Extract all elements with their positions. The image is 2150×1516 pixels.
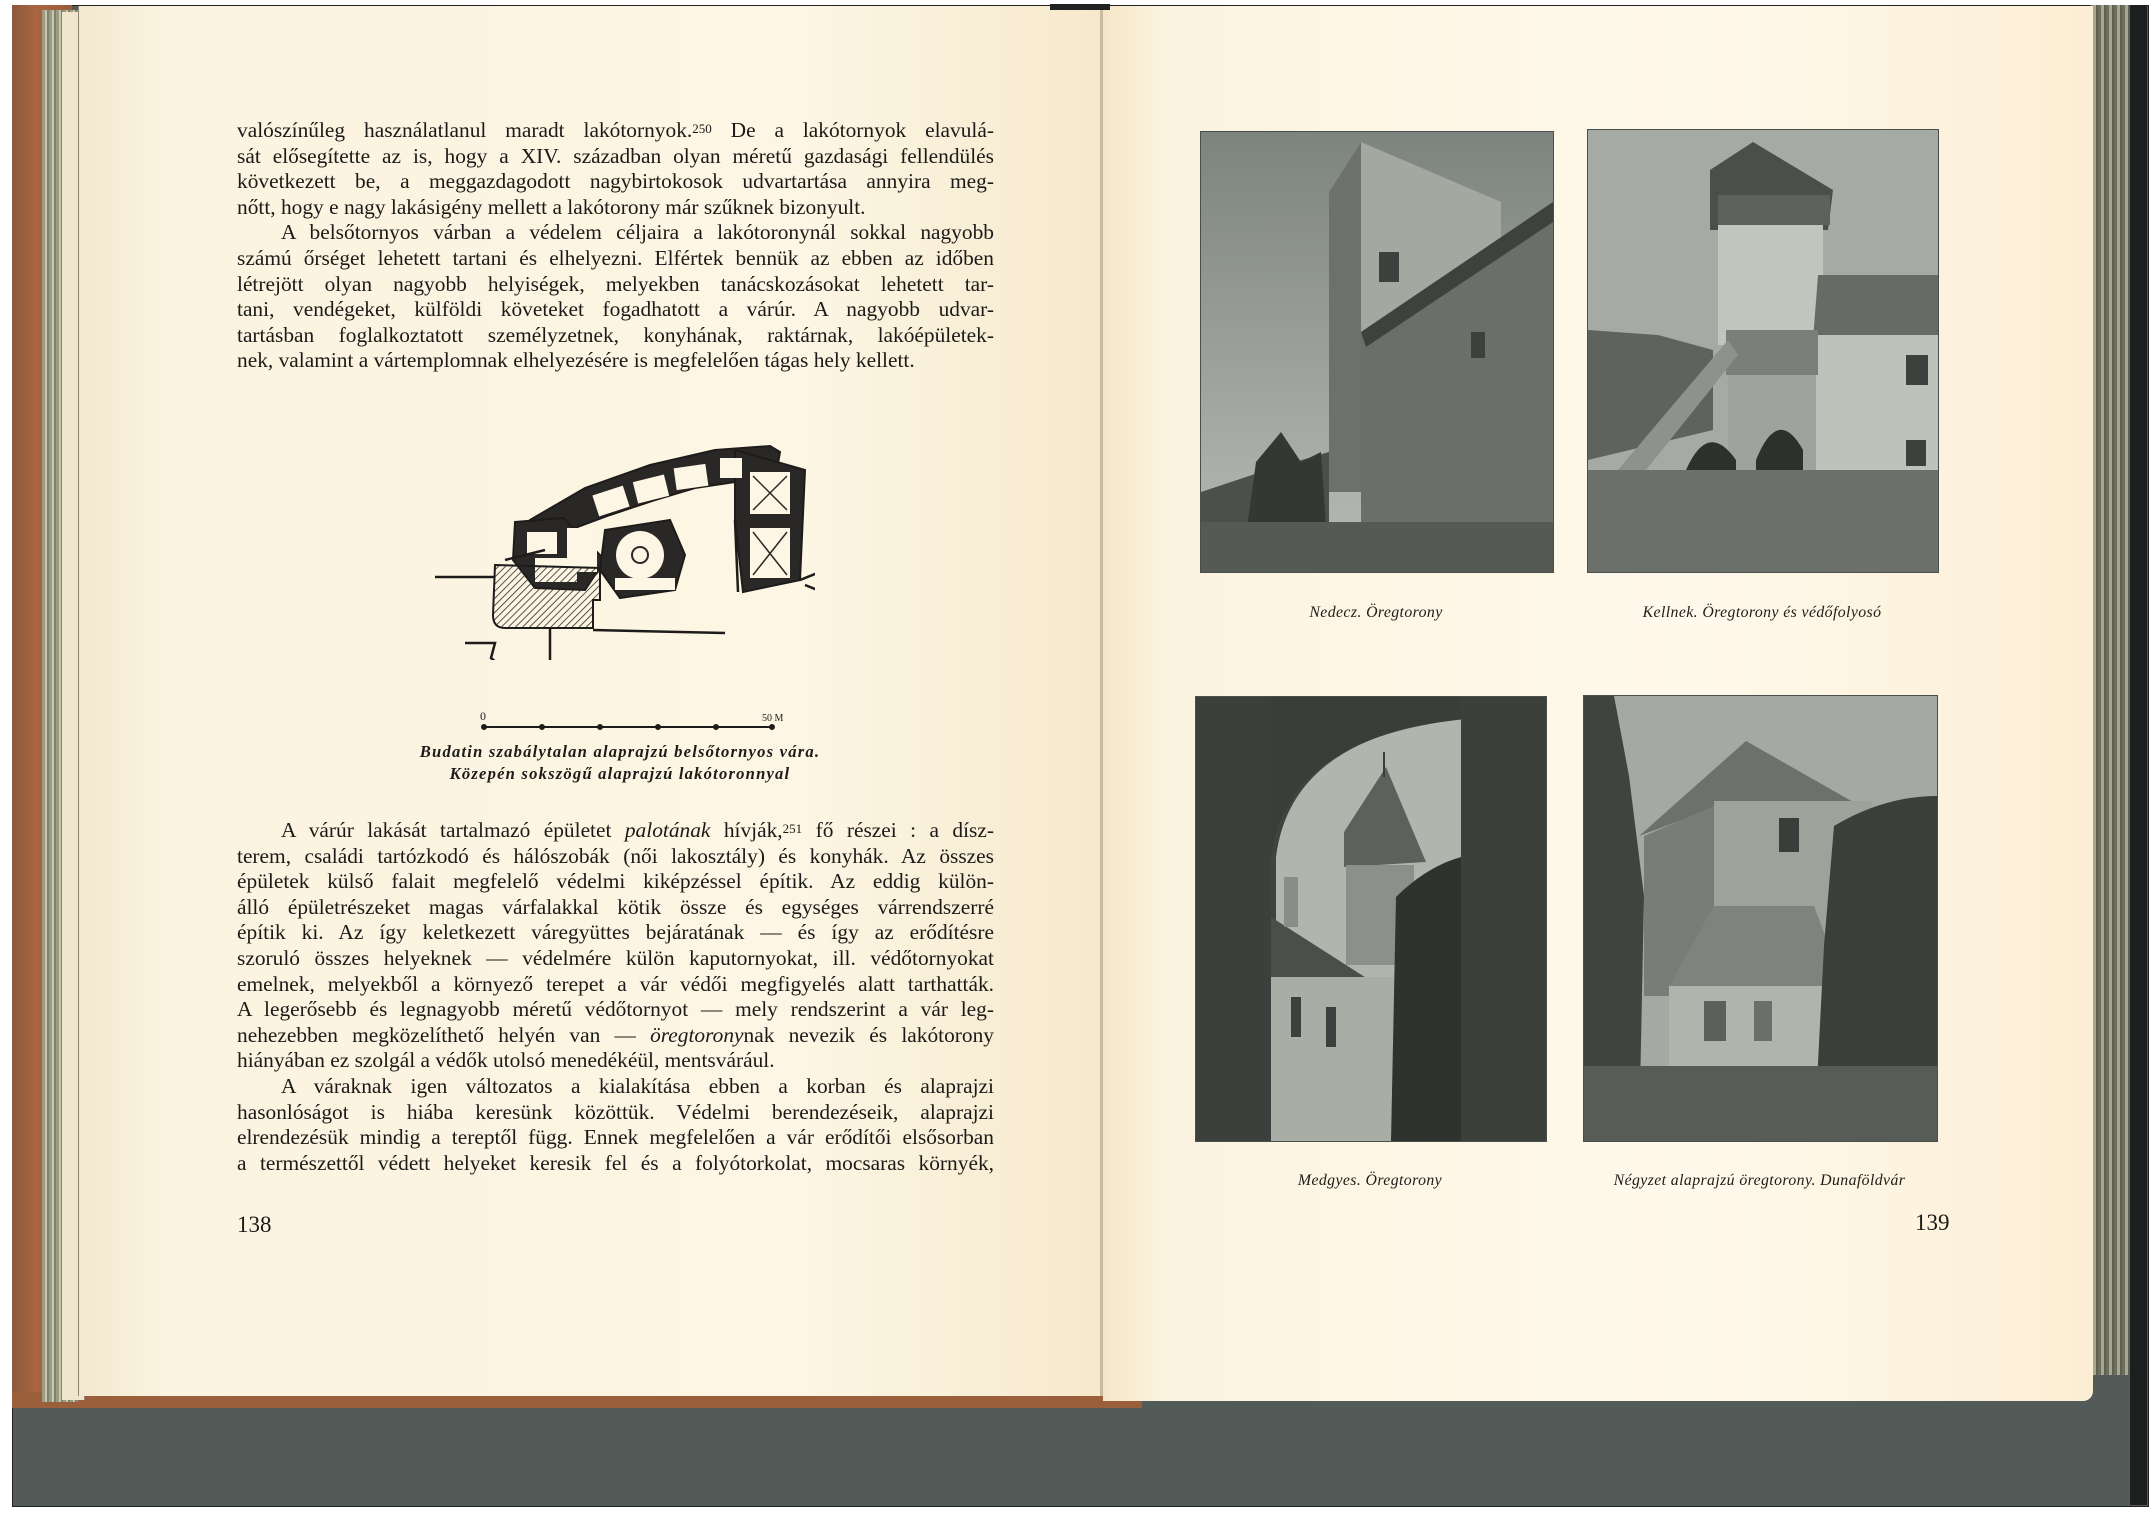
body-text-bottom (237, 818, 994, 1176)
spine-top-shadow (1050, 4, 1110, 10)
photo-caption: Medgyes. Öregtorony (1297, 1172, 1443, 1189)
text-line: létrejött olyan nagyobb helyiségek, melyekben tanácskozásokat lehetett tar- (237, 271, 994, 296)
text-line: épületek külső falait megfelelő védelmi kiképzéssel építik. Az eddig külön- (237, 869, 994, 894)
text-line: álló épületrészeket magas várfalakkal kötik össze és egységes várrendszerré (237, 894, 994, 919)
text-line: nek, valamint a vártemplomnak elhelyezésére is megfelelően tágas hely kellett. (237, 348, 915, 373)
text-line: hasonlóságot is hiába keresünk közöttük. Védelmi berendezéseik, alaprajzi (237, 1099, 994, 1124)
photo-caption: Nedecz. Öregtorony (1309, 604, 1443, 621)
text-line: a természettől védett helyeket keresik fel és a folyótorkolat, mocsaras környék, (237, 1150, 994, 1175)
square-tower-photo (1583, 695, 1938, 1142)
figure-caption (380, 741, 860, 785)
text-line: A belsőtornyos várban a védelem céljaira a lakótoronynál sokkal nagyobb (281, 220, 994, 245)
footnote-ref[interactable]: 250 (692, 121, 712, 136)
text-line: elrendezésük mindig a tereptől függ. Ennek megfelelően a vár erődítői elsősorban (237, 1125, 994, 1150)
book-edge-shadow (2130, 5, 2147, 1505)
text-line: terem, családi tartózkodó és hálószobák (női lakosztály) és konyhák. Az összes (237, 843, 994, 868)
text-line: tartásban foglalkoztatott személyzetnek, konyhának, raktárnak, lakóépületek- (237, 322, 994, 347)
body-text-top (237, 118, 994, 374)
page-number-left: 138 (237, 1212, 272, 1237)
text-line: hiányában ez szolgál a védők utolsó menedékéül, mentsvárául. (237, 1048, 775, 1073)
text-line: számú őrséget lehetett tartani és elhelyezni. Elfértek bennük az ebben az időben (237, 245, 994, 270)
text-line: építik ki. Az így keletkezett váregyüttes bejáratának — és így az erődítésre (237, 920, 994, 945)
photo-caption: Négyzet alaprajzú öregtorony. Dunaföldvár (1613, 1172, 1906, 1189)
text-line: nehezebben megközelíthető helyén van — öregtoronynak nevezik és lakótorony (237, 1022, 994, 1047)
text-line: nőtt, hogy e nagy lakásigény mellett a lakótorony már szűknek bizonyult. (237, 194, 866, 219)
castle-floor-plan (435, 410, 815, 660)
text-line: A legerősebb és legnagyobb méretű védőtornyot — mely rendszerint a vár leg- (237, 997, 994, 1022)
figure-caption-line1: Budatin szabálytalan alaprajzú belsőtornyos vára. (419, 742, 821, 761)
text-line: A váraknak igen változatos a kialakítása ebben a korban és alaprajzi (281, 1073, 994, 1098)
page-number-right: 139 (1915, 1210, 1950, 1235)
text-line: emelnek, melyekből a környező terepet a vár védői megfigyelés alatt tarthatták. (237, 971, 994, 996)
figure-caption-line2: Közepén sokszögű alaprajzú lakótoronnyal (449, 764, 791, 783)
text-line: tani, vendégeket, külföldi követeket fogadhatott a várúr. A nagyobb udvar- (237, 297, 994, 322)
scale-start-label: 0 (480, 709, 486, 723)
text-line: szoruló összes helyeknek — védelmére külön kaputornyokat, ill. védőtornyokat (237, 945, 994, 970)
book-gutter (1100, 6, 1103, 1396)
text-line: következett be, a meggazdagodott nagybirtokosok udvartartása annyira meg- (237, 169, 994, 194)
text-line: valószínűleg használatlanul maradt lakótornyok.$^{250}$ De a lakótornyok elavulá- (237, 118, 994, 142)
text-line: sát elősegítette az is, hogy a XIV. században olyan méretű gazdasági fellendülés (237, 143, 994, 168)
scale-end-label: 50 M (762, 713, 784, 724)
text-line: A várúr lakását tartalmazó épületet palotának hívják,$^{251}$ fő részei : a dísz- (281, 818, 994, 842)
tower-through-arch-photo (1195, 696, 1547, 1142)
footnote-ref[interactable]: 251 (782, 821, 803, 836)
scale-bar (480, 707, 800, 739)
photo-caption: Kellnek. Öregtorony és védőfolyosó (1642, 604, 1882, 621)
ruined-tower-photo (1200, 131, 1554, 573)
tower-with-gallery-photo (1587, 129, 1939, 573)
